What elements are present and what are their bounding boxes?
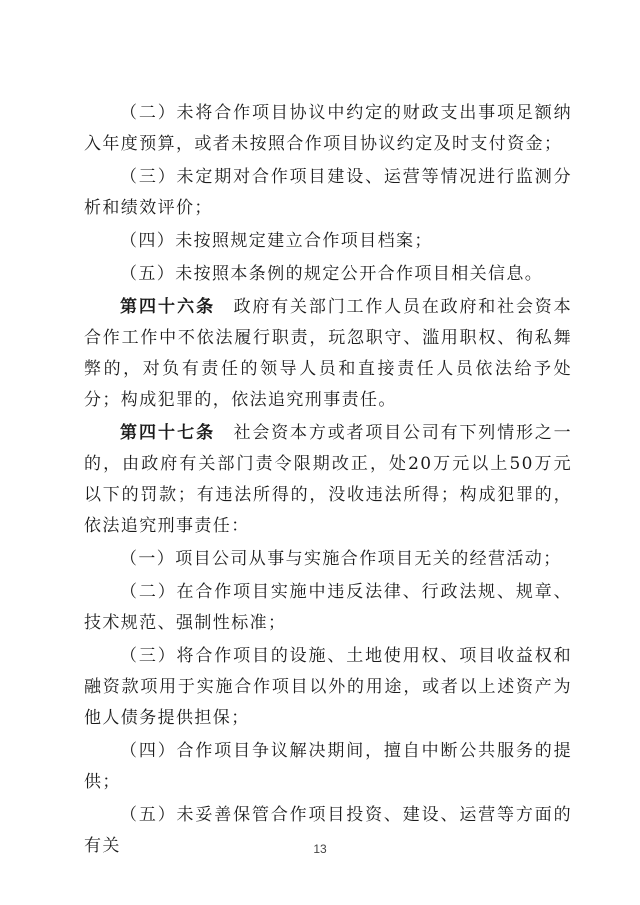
paragraph-text: （三）将合作项目的设施、土地使用权、项目收益权和融资款项用于实施合作项目以外的用途，或者以上述资产为他人债务提供担保； <box>84 646 572 728</box>
clause-3-monitoring <box>84 162 572 224</box>
article-number: 第四十七条 <box>120 423 216 443</box>
article-number: 第四十六条 <box>120 297 216 317</box>
paragraph-text: （一）项目公司从事与实施合作项目无关的经营活动； <box>120 549 562 569</box>
clause-5-disclosure <box>84 259 572 290</box>
clause-4-service-interruption <box>84 736 572 798</box>
paragraph-text: （五）未妥善保管合作项目投资、建设、运营等方面的有关 <box>84 805 572 856</box>
paragraph-text: （五）未按照本条例的规定公开合作项目相关信息。 <box>120 264 544 284</box>
clause-1-unrelated-business <box>84 544 572 575</box>
clause-2-budget <box>84 98 572 160</box>
paragraph-text: （三）未定期对合作项目建设、运营等情况进行监测分析和绩效评价； <box>84 167 572 218</box>
paragraph-text: （四）合作项目争议解决期间，擅自中断公共服务的提供； <box>84 741 572 792</box>
article-text: 政府有关部门工作人员在政府和社会资本合作工作中不依法履行职责，玩忽职守、滥用职权、徇私舞弊的，对负有责任的领导人员和直接责任人员依法给予处分；构成犯罪的，依法追究刑事责任。 <box>84 297 573 410</box>
article-46 <box>84 292 572 416</box>
clause-4-archives <box>84 226 572 257</box>
clause-3-misuse <box>84 641 572 734</box>
article-47 <box>84 418 572 542</box>
paragraph-text: （二）未将合作项目协议中约定的财政支出事项足额纳入年度预算，或者未按照合作项目协议约定及时支付资金； <box>84 103 572 154</box>
document-body <box>84 98 572 862</box>
page-number: 13 <box>313 842 327 856</box>
article-text: 社会资本方或者项目公司有下列情形之一的，由政府有关部门责令限期改正，处20万元以上50万元以下的罚款；有违法所得的，没收违法所得；构成犯罪的，依法追究刑事责任： <box>84 423 573 536</box>
paragraph-text: （二）在合作项目实施中违反法律、行政法规、规章、技术规范、强制性标准； <box>84 582 572 633</box>
paragraph-text: （四）未按照规定建立合作项目档案； <box>120 231 433 251</box>
clause-2-violations <box>84 577 572 639</box>
